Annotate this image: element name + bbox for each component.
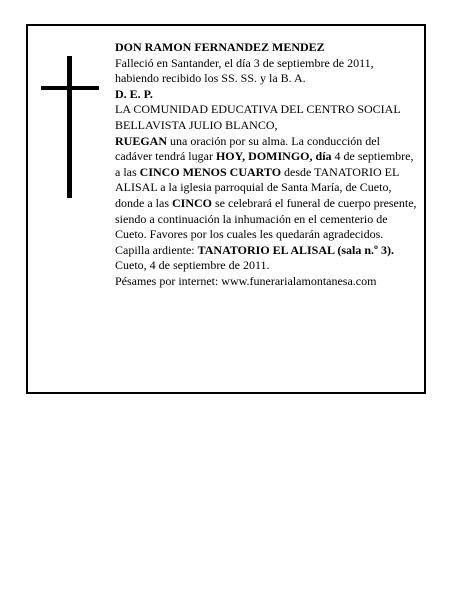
obituary-text xyxy=(115,40,420,290)
rip-abbreviation: D. E. P. xyxy=(115,86,153,101)
cross-icon-bar xyxy=(41,86,99,90)
ruegan-word: RUEGAN xyxy=(115,133,168,148)
time-highlight: CINCO MENOS CUARTO xyxy=(139,164,282,179)
day-highlight: HOY, DOMINGO, xyxy=(215,149,313,164)
funeral-time-highlight: CINCO xyxy=(171,195,212,210)
community-name: LA COMUNIDAD EDUCATIVA DEL CENTRO SOCIAL BELLAVISTA JULIO BLANCO, xyxy=(115,102,401,132)
condolences-info: Pésames por internet: www.funerarialamontanesa.com xyxy=(115,273,377,288)
chapel-info: Capilla ardiente: TANATORIO EL ALISAL (sala n.º 3). xyxy=(115,242,394,257)
funeral-details: RUEGAN una oración por su alma. La conducción del cadáver tendrá lugar HOY, DOMINGO, día 4 de septiembre, a las CINCO MENOS CUARTO desde TANATORIO EL ALISAL a la iglesia parroquial de Santa María, de Cueto, donde a las CINCO se celebrará el funeral de cuerpo presente, siendo a continuación la inhumación en el cementerio de Cueto. Favores por los cuales les quedarán agradecidos. xyxy=(115,133,417,242)
cross-icon xyxy=(67,56,72,198)
chapel-place: TANATORIO EL ALISAL (sala n.º 3). xyxy=(197,242,394,257)
obituary-notice xyxy=(26,24,426,394)
death-statement: Falleció en Santander, el día 3 de septiembre de 2011, habiendo recibido los SS. SS. y la B. A. xyxy=(115,55,374,86)
deceased-name: DON RAMON FERNANDEZ MENDEZ xyxy=(115,40,325,54)
notice-date: Cueto, 4 de septiembre de 2011. xyxy=(115,258,270,273)
